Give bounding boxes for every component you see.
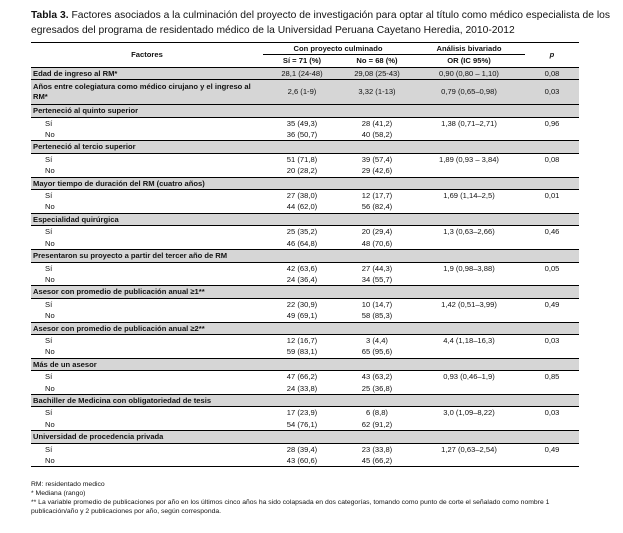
caption-text: Factores asociados a la culminación del proyecto de investigación para optar al título como médico especialista de los egresados del programa de residentado médico de la Universidad Peruana Cayetano Heredia, 2010-2012: [31, 10, 611, 36]
group-row: [31, 286, 579, 298]
cell-p: 0,01: [525, 190, 579, 202]
cell-p: 0,05: [525, 262, 579, 274]
group-label: Bachiller de Medicina con obligatoriedad de tesis: [31, 394, 579, 406]
cell-p: [525, 383, 579, 395]
cell-p: [525, 346, 579, 358]
group-label: Asesor con promedio de publicación anual ≥1**: [31, 286, 579, 298]
table-row: [31, 298, 579, 310]
cell-p: [525, 274, 579, 286]
cell-no: 39 (57,4): [341, 153, 413, 165]
row-label: No: [45, 274, 55, 284]
row-label: No: [45, 166, 55, 176]
group-row: [31, 250, 579, 262]
table-row: [31, 238, 579, 250]
cell-si: 49 (69,1): [286, 311, 318, 321]
cell-si: 44 (62,0): [286, 202, 318, 212]
cell-no: 23 (33,8): [341, 443, 413, 455]
cell-no: 25 (36,8): [361, 383, 393, 393]
cell-no: 20 (29,4): [341, 226, 413, 238]
cell-p: 0,96: [525, 117, 579, 129]
cell-or: 0,93 (0,46–1,9): [413, 371, 525, 383]
group-label: Mayor tiempo de duración del RM (cuatro años): [31, 177, 579, 189]
cell-or: [413, 274, 525, 286]
cell-no: 65 (95,6): [361, 347, 393, 357]
cell-si: 27 (38,0): [263, 190, 341, 202]
group-label: Edad de ingreso al RM*: [31, 67, 263, 79]
table-row: [31, 274, 579, 286]
table-row: [31, 371, 579, 383]
cell-or: [413, 201, 525, 213]
col-header-con-proyecto: Con proyecto culminado: [263, 43, 413, 55]
group-row: [31, 431, 579, 443]
cell-si: 51 (71,8): [263, 153, 341, 165]
cell-no: 6 (8,8): [341, 407, 413, 419]
table-caption: [31, 9, 611, 38]
table-row: [31, 117, 579, 129]
factors-table: [31, 42, 579, 467]
cell-no: 29,08 (25-43): [341, 67, 413, 79]
cell-no: 40 (58,2): [361, 130, 393, 140]
cell-no: 48 (70,6): [361, 238, 393, 248]
cell-or: [413, 310, 525, 322]
note-publicaciones: ** La variable promedio de publicaciones por año en los últimos cinco años ha sido colapsada en dos categorías, tomando como punto de corte el señalado como nombre 1 publicación/año y 2 publicaciones por año, según corresponda.: [31, 499, 550, 515]
table-row: [31, 334, 579, 346]
table-row: [31, 226, 579, 238]
cell-si: 43 (60,6): [263, 455, 341, 467]
cell-no: 43 (63,2): [341, 371, 413, 383]
cell-si: 46 (64,8): [286, 238, 318, 248]
group-row: [31, 358, 579, 370]
group-row: [31, 67, 579, 79]
cell-no: 3 (4,4): [341, 334, 413, 346]
cell-no: 34 (55,7): [361, 274, 393, 284]
cell-si: 36 (50,7): [286, 130, 318, 140]
cell-p: [525, 238, 579, 250]
row-label: No: [45, 383, 55, 393]
caption-label: Tabla 3.: [31, 10, 69, 21]
cell-no: 56 (82,4): [361, 202, 393, 212]
cell-p: 0,46: [525, 226, 579, 238]
group-label: Años entre colegiatura como médico cirujano y el ingreso al RM*: [31, 80, 263, 105]
cell-or: 1,9 (0,98–3,88): [413, 262, 525, 274]
cell-p: 0,85: [525, 371, 579, 383]
cell-or: [413, 383, 525, 395]
note-mediana: * Mediana (rango): [31, 490, 86, 497]
header-row-1: [31, 43, 579, 55]
cell-p: [525, 419, 579, 431]
table-row: [31, 201, 579, 213]
table-row: [31, 153, 579, 165]
group-row: [31, 394, 579, 406]
row-label: Sí: [31, 262, 263, 274]
cell-or: [413, 129, 525, 141]
row-label: Sí: [31, 298, 263, 310]
cell-no: 27 (44,3): [341, 262, 413, 274]
row-label: No: [45, 238, 55, 248]
row-label: No: [45, 419, 55, 429]
col-header-no: No = 68 (%): [356, 56, 398, 66]
group-row: [31, 213, 579, 225]
cell-si: 28,1 (24-48): [263, 67, 341, 79]
cell-si: 54 (76,1): [286, 419, 318, 429]
cell-no: 28 (41,2): [341, 117, 413, 129]
table-row: [31, 165, 579, 177]
group-label: Presentaron su proyecto a partir del tercer año de RM: [31, 250, 579, 262]
cell-or: [413, 238, 525, 250]
group-row: [31, 105, 579, 117]
group-row: [31, 177, 579, 189]
cell-p: 0,08: [525, 153, 579, 165]
cell-or: [413, 165, 525, 177]
cell-or: 0,79 (0,65–0,98): [413, 80, 525, 105]
cell-si: 22 (30,9): [263, 298, 341, 310]
cell-p: [525, 201, 579, 213]
cell-si: 24 (33,8): [286, 383, 318, 393]
cell-or: [413, 455, 525, 467]
row-label: Sí: [31, 443, 263, 455]
table-row: [31, 419, 579, 431]
group-label: Perteneció al tercio superior: [31, 141, 579, 153]
group-label: Especialidad quirúrgica: [31, 213, 579, 225]
cell-or: 3,0 (1,09–8,22): [413, 407, 525, 419]
cell-p: 0,03: [525, 80, 579, 105]
row-label: Sí: [31, 153, 263, 165]
cell-no: 58 (85,3): [361, 311, 393, 321]
cell-si: 24 (36,4): [286, 274, 318, 284]
row-label: No: [45, 130, 55, 140]
cell-p: 0,08: [525, 67, 579, 79]
table-row: [31, 407, 579, 419]
cell-p: [525, 129, 579, 141]
cell-si: 2,6 (1-9): [263, 80, 341, 105]
cell-or: 1,3 (0,63–2,66): [413, 226, 525, 238]
col-header-analisis: Análisis bivariado: [413, 43, 525, 55]
group-row: [31, 141, 579, 153]
row-label: Sí: [31, 117, 263, 129]
table-row: [31, 129, 579, 141]
table-body: [31, 67, 579, 467]
table-row: [31, 262, 579, 274]
cell-si: 59 (83,1): [286, 347, 318, 357]
row-label: No: [45, 202, 55, 212]
cell-si: 28 (39,4): [263, 443, 341, 455]
group-label: Perteneció al quinto superior: [31, 105, 579, 117]
cell-or: 4,4 (1,18–16,3): [413, 334, 525, 346]
table-row: [31, 346, 579, 358]
cell-no: 10 (14,7): [341, 298, 413, 310]
cell-or: [413, 346, 525, 358]
cell-si: 12 (16,7): [263, 334, 341, 346]
col-header-si: Sí = 71 (%): [282, 56, 322, 66]
cell-or: 1,69 (1,14–2,5): [413, 190, 525, 202]
cell-or: 0,90 (0,80 – 1,10): [413, 67, 525, 79]
col-header-factores: Factores: [31, 43, 263, 68]
cell-si: 47 (66,2): [263, 371, 341, 383]
cell-no: 29 (42,6): [361, 166, 393, 176]
table-row: [31, 310, 579, 322]
group-row: [31, 80, 579, 105]
col-header-p: p: [525, 43, 579, 68]
cell-or: 1,42 (0,51–3,99): [413, 298, 525, 310]
row-label: Sí: [31, 407, 263, 419]
cell-si: 17 (23,9): [263, 407, 341, 419]
row-label: Sí: [31, 334, 263, 346]
cell-p: 0,03: [525, 334, 579, 346]
cell-or: 1,38 (0,71–2,71): [413, 117, 525, 129]
group-label: Más de un asesor: [31, 358, 579, 370]
col-header-or: OR (IC 95%): [447, 56, 491, 66]
cell-si: 25 (35,2): [263, 226, 341, 238]
cell-si: 20 (28,2): [286, 166, 318, 176]
cell-or: 1,27 (0,63–2,54): [413, 443, 525, 455]
table-row: [31, 443, 579, 455]
cell-p: [525, 310, 579, 322]
cell-p: 0,03: [525, 407, 579, 419]
group-row: [31, 322, 579, 334]
row-label: No: [45, 311, 55, 321]
group-label: Asesor con promedio de publicación anual ≥2**: [31, 322, 579, 334]
table-row: [31, 455, 579, 467]
cell-no: 12 (17,7): [341, 190, 413, 202]
cell-no: 45 (66,2): [341, 455, 413, 467]
row-label: No: [31, 455, 263, 467]
cell-si: 35 (49,3): [263, 117, 341, 129]
row-label: No: [45, 347, 55, 357]
cell-p: [525, 455, 579, 467]
cell-si: 42 (63,6): [263, 262, 341, 274]
table-row: [31, 190, 579, 202]
note-rm: RM: residentado medico: [31, 481, 105, 488]
table-row: [31, 383, 579, 395]
cell-or: [413, 419, 525, 431]
cell-p: 0,49: [525, 443, 579, 455]
cell-no: 3,32 (1-13): [341, 80, 413, 105]
group-label: Universidad de procedencia privada: [31, 431, 579, 443]
row-label: Sí: [31, 226, 263, 238]
cell-p: [525, 165, 579, 177]
row-label: Sí: [31, 190, 263, 202]
cell-or: 1,89 (0,93 – 3,84): [413, 153, 525, 165]
row-label: Sí: [31, 371, 263, 383]
cell-no: 62 (91,2): [361, 419, 393, 429]
table-notes: [31, 480, 591, 516]
cell-p: 0,49: [525, 298, 579, 310]
